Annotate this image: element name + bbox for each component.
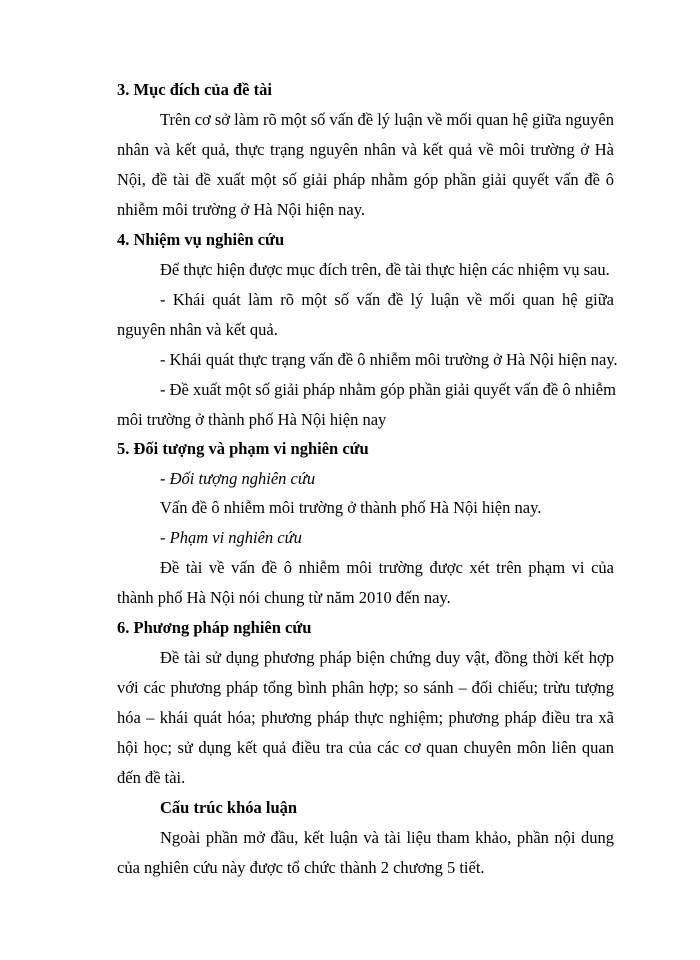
subheading-scope: - Phạm vi nghiên cứu (160, 528, 302, 547)
list-item-line: - Đề xuất một số giải pháp nhằm góp phần giải quyết vấn đề ô nhiễm (160, 380, 616, 399)
list-item-line: nguyên nhân và kết quả. (117, 320, 278, 339)
section-heading-6: 6. Phương pháp nghiên cứu (117, 618, 312, 637)
paragraph-line: hóa – khái quát hóa; phương pháp thực nghiệm; phương pháp điều tra xã (117, 708, 614, 727)
paragraph-line: Nội, đề tài đề xuất một số giải pháp nhằm góp phần giải quyết vấn đề ô (117, 170, 614, 189)
structure-heading: Cấu trúc khóa luận (160, 798, 298, 817)
paragraph-line: Đề tài về vấn đề ô nhiễm môi trường được xét trên phạm vi của (160, 558, 614, 577)
paragraph-line: với các phương pháp tổng bình phân hợp; so sánh – đối chiếu; trừu tượng (117, 678, 614, 697)
section-heading-4: 4. Nhiệm vụ nghiên cứu (117, 230, 285, 249)
paragraph-line: đến đề tài. (117, 768, 186, 787)
paragraph-line: Để thực hiện được mục đích trên, đề tài thực hiện các nhiệm vụ sau. (160, 260, 610, 279)
paragraph-line: nhiễm môi trường ở Hà Nội hiện nay. (117, 200, 366, 219)
paragraph-line: nhân và kết quả, thực trạng nguyên nhân và kết quả về môi trường ở Hà (117, 140, 614, 159)
paragraph-line: Vấn đề ô nhiễm môi trường ở thành phố Hà Nội hiện nay. (160, 498, 542, 517)
section-heading-3: 3. Mục đích của đề tài (117, 80, 272, 99)
paragraph-line: Ngoài phần mở đầu, kết luận và tài liệu tham khảo, phần nội dung (160, 828, 614, 847)
section-heading-5: 5. Đối tượng và phạm vi nghiên cứu (117, 439, 369, 458)
paragraph-line: Trên cơ sở làm rõ một số vấn đề lý luận về mối quan hệ giữa nguyên (160, 110, 614, 129)
paragraph-line: Đề tài sử dụng phương pháp biện chứng duy vật, đồng thời kết hợp (160, 648, 614, 667)
list-item-line: môi trường ở thành phố Hà Nội hiện nay (117, 410, 387, 429)
paragraph-line: của nghiên cứu này được tổ chức thành 2 chương 5 tiết. (117, 858, 485, 877)
subheading-subject: - Đối tượng nghiên cứu (160, 469, 316, 488)
list-item-line: - Khái quát làm rõ một số vấn đề lý luận về mối quan hệ giữa (160, 290, 614, 309)
paragraph-line: thành phố Hà Nội nói chung từ năm 2010 đến nay. (117, 588, 451, 607)
paragraph-line: hội học; sử dụng kết quả điều tra của các cơ quan chuyên môn liên quan (117, 738, 614, 757)
list-item-line: - Khái quát thực trạng vấn đề ô nhiễm môi trường ở Hà Nội hiện nay. (160, 350, 618, 369)
